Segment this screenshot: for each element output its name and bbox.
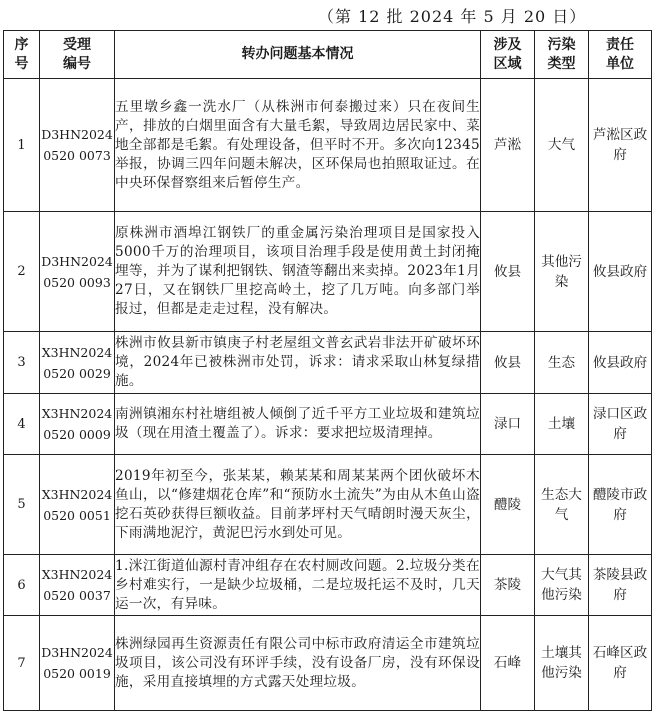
row-pollution-type: 生态 (535, 332, 589, 394)
row-code: D3HN20240520 0073 (40, 79, 115, 212)
table-row (4, 332, 652, 394)
row-area: 攸县 (481, 332, 535, 394)
table-row (4, 394, 652, 455)
row-pollution-type: 大气其他污染 (535, 555, 589, 616)
row-code: X3HN20240520 0051 (40, 455, 115, 555)
row-pollution-type: 其他污染 (535, 212, 589, 332)
table-row (4, 555, 652, 616)
row-code: X3HN20240520 0037 (40, 555, 115, 616)
row-area: 芦淞 (481, 79, 535, 212)
row-area: 石峰 (481, 616, 535, 711)
row-responsible-unit: 攸县政府 (589, 212, 652, 332)
row-responsible-unit: 茶陵县政府 (589, 555, 652, 616)
table-row (4, 79, 652, 212)
row-seq: 6 (4, 555, 40, 616)
row-code: X3HN20240520 0029 (40, 332, 115, 394)
header-pollution-type: 污染 类型 (535, 31, 589, 79)
header-area: 涉及 区域 (481, 31, 535, 79)
row-area: 攸县 (481, 212, 535, 332)
row-description: 2019年初至今，张某某，赖某某和周某某两个团伙破坏木鱼山，以“修建烟花仓库”和“预防水土流失”为由从木鱼山盗挖石英砂获得巨额收益。目前茅坪村天气晴朗时漫天灰尘，下雨满地泥泞，黄泥巴污水到处可见。 (115, 455, 481, 555)
header-seq: 序 号 (4, 31, 40, 79)
row-description: 南洲镇湘东村社塘组被人倾倒了近千平方工业垃圾和建筑垃圾（现在用渣土覆盖了）。诉求：要求把垃圾清理掉。 (115, 394, 481, 455)
header-code: 受理 编号 (40, 31, 115, 79)
header-description: 转办问题基本情况 (115, 31, 481, 79)
row-description: 五里墩乡鑫一洗水厂（从株洲市何泰搬过来）只在夜间生产，排放的白烟里面含有大量毛絮，导致周边居民家中、菜地全部都是毛絮。有处理设备，但平时不开。多次向12345举报，协调三四年问题未解决，区环保局也拍照取证过。在中央环保督察组来后暂停生产。 (115, 79, 481, 212)
header-responsible-unit: 责任 单位 (589, 31, 652, 79)
table-row (4, 616, 652, 711)
row-responsible-unit: 石峰区政府 (589, 616, 652, 711)
row-area: 茶陵 (481, 555, 535, 616)
row-area: 渌口 (481, 394, 535, 455)
row-responsible-unit: 芦淞区政府 (589, 79, 652, 212)
table-row (4, 212, 652, 332)
row-seq: 5 (4, 455, 40, 555)
row-pollution-type: 大气 (535, 79, 589, 212)
row-pollution-type: 土壤其他污染 (535, 616, 589, 711)
row-code: D3HN20240520 0019 (40, 616, 115, 711)
row-pollution-type: 生态大气 (535, 455, 589, 555)
row-code: X3HN20240520 0009 (40, 394, 115, 455)
row-pollution-type: 土壤 (535, 394, 589, 455)
batch-date-label: （第 12 批 2024 年 5 月 20 日） (318, 7, 587, 26)
row-responsible-unit: 醴陵市政府 (589, 455, 652, 555)
row-code: D3HN20240520 0093 (40, 212, 115, 332)
row-responsible-unit: 攸县政府 (589, 332, 652, 394)
row-description: 原株洲市酒埠江钢铁厂的重金属污染治理项目是国家投入5000千万的治理项目，该项目治理手段是使用黄土封闭掩埋等，并为了谋利把钢铁、钢渣等翻出来卖掉。2023年1月27日，又在钢铁厂里挖高岭土，挖了几万吨。向多部门举报过，但都是走走过程，没有解决。 (115, 212, 481, 332)
row-area: 醴陵 (481, 455, 535, 555)
table-header-row (4, 31, 652, 79)
row-description: 株洲市攸县新市镇庚子村老屋组文普玄武岩非法开矿破坏环境，2024年已被株洲市处罚，诉求：请求采取山林复绿措施。 (115, 332, 481, 394)
row-description: 1.洣江街道仙源村青冲组存在农村厕改问题。2.垃圾分类在乡村难实行，一是缺少垃圾桶，二是垃圾托运不及时，几天运一次，有异味。 (115, 555, 481, 616)
row-description: 株洲绿园再生资源责任有限公司中标市政府清运全市建筑垃圾项目，该公司没有环评手续，没有设备厂房，没有环保设施，采用直接填埋的方式露天处理垃圾。 (115, 616, 481, 711)
row-seq: 4 (4, 394, 40, 455)
row-seq: 2 (4, 212, 40, 332)
row-responsible-unit: 渌口区政府 (589, 394, 652, 455)
complaint-table (3, 30, 652, 711)
row-seq: 1 (4, 79, 40, 212)
row-seq: 3 (4, 332, 40, 394)
table-row (4, 455, 652, 555)
page-header (0, 0, 654, 30)
row-seq: 7 (4, 616, 40, 711)
